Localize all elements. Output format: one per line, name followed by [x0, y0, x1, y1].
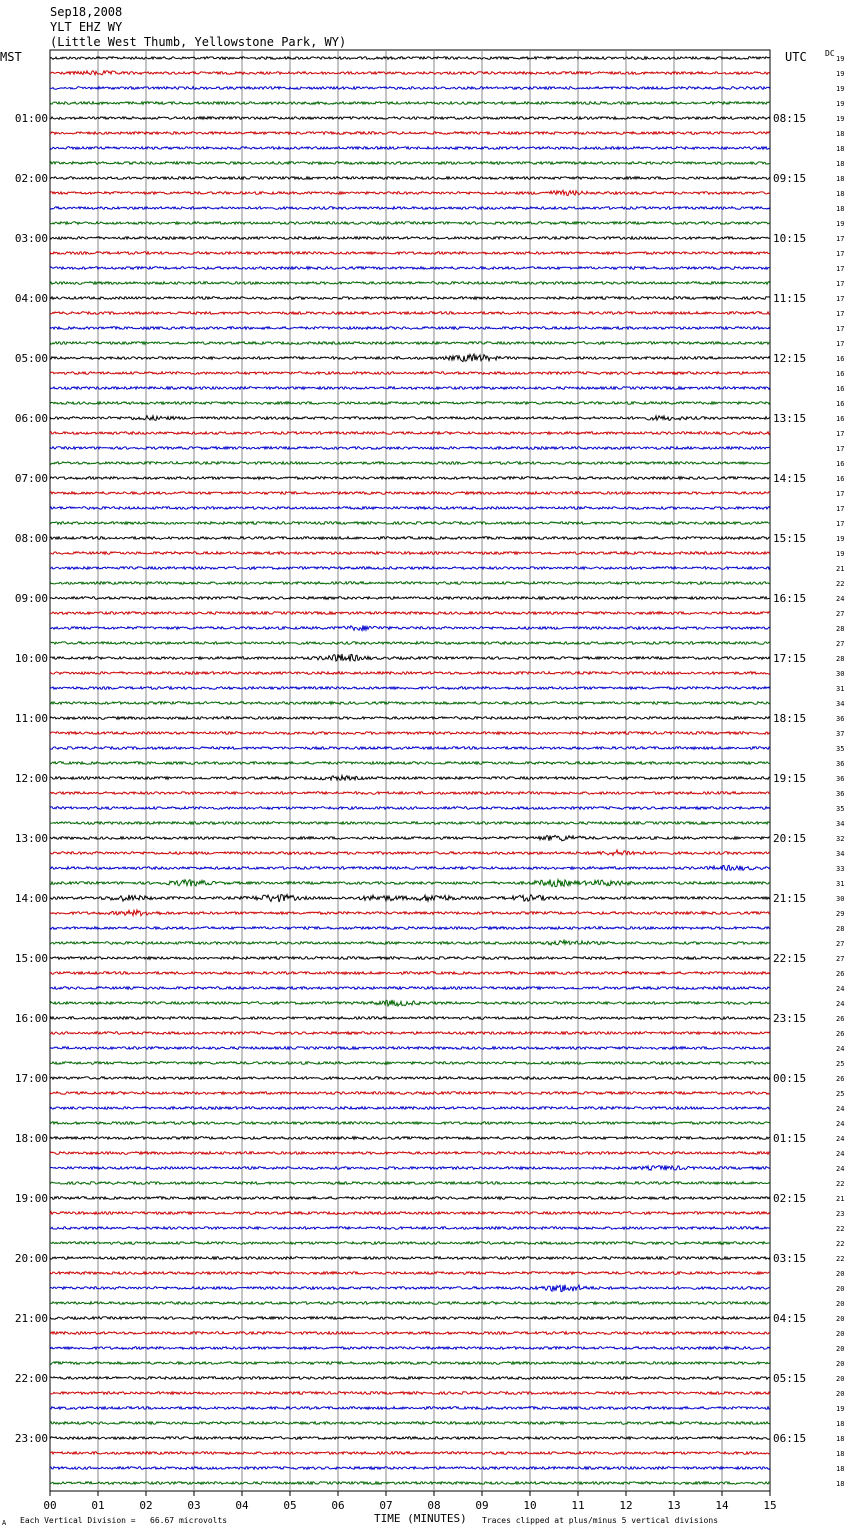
location-label: (Little West Thumb, Yellowstone Park, WY)	[50, 35, 347, 49]
x-tick-label-02: 02	[139, 1499, 153, 1512]
seismic-trace-39	[50, 642, 770, 645]
dc-offset-label: 27	[836, 940, 845, 948]
seismic-trace-31	[50, 522, 770, 525]
dc-offset-label: 22	[836, 1240, 845, 1248]
left-hour-label: 09:00	[14, 592, 48, 605]
seismic-trace-86	[50, 1347, 770, 1350]
dc-offset-label: 17	[836, 430, 845, 438]
seismic-trace-26	[50, 447, 770, 450]
left-hour-label: 21:00	[14, 1312, 48, 1325]
seismic-trace-41	[50, 672, 770, 675]
seismic-trace-52	[50, 835, 770, 841]
dc-offset-label: 20	[836, 1375, 845, 1383]
dc-offset-label: 24	[836, 1150, 845, 1158]
dc-offset-label: 17	[836, 505, 845, 513]
left-timezone-label: MST	[0, 50, 22, 64]
seismic-trace-12	[50, 237, 770, 240]
right-hour-label: 15:15	[773, 532, 807, 545]
seismic-trace-91	[50, 1422, 770, 1425]
dc-offset-label: 33	[836, 865, 845, 873]
left-hour-label: 02:00	[14, 172, 48, 185]
dc-offset-label: 16	[836, 370, 845, 378]
x-tick-label-14: 14	[715, 1499, 729, 1512]
left-hour-labels	[15, 112, 48, 1445]
seismic-trace-77	[50, 1212, 770, 1215]
right-hour-label: 08:15	[773, 112, 807, 125]
seismic-trace-90	[50, 1407, 770, 1410]
x-tick-label-08: 08	[427, 1499, 441, 1512]
scale-note: Each Vertical Division = 66.67 microvolts	[20, 1516, 228, 1525]
seismic-trace-5	[50, 132, 770, 135]
dc-offset-label: 17	[836, 490, 845, 498]
dc-offset-label: 25	[836, 1060, 845, 1068]
right-hour-label: 05:15	[773, 1372, 807, 1385]
dc-offset-label: 18	[836, 190, 845, 198]
left-hour-label: 13:00	[14, 832, 48, 845]
trace-group	[50, 57, 770, 1485]
dc-offset-label: 20	[836, 1285, 845, 1293]
dc-offset-label: 18	[836, 160, 845, 168]
left-hour-label: 12:00	[14, 772, 48, 785]
right-hour-label: 02:15	[773, 1192, 807, 1205]
seismic-trace-94	[50, 1467, 770, 1470]
dc-offset-label: 22	[836, 1255, 845, 1263]
seismic-trace-44	[50, 717, 770, 720]
x-tick-label-07: 07	[379, 1499, 393, 1512]
dc-offset-label: 22	[836, 580, 845, 588]
seismic-trace-53	[50, 850, 770, 855]
seismic-trace-74	[50, 1165, 770, 1170]
x-tick-label-01: 01	[91, 1499, 105, 1512]
clip-note: Traces clipped at plus/minus 5 vertical divisions	[482, 1516, 719, 1525]
seismic-trace-49	[50, 792, 770, 795]
dc-offset-label: 24	[836, 985, 845, 993]
seismic-trace-8	[50, 177, 770, 180]
right-hour-label: 23:15	[773, 1012, 807, 1025]
left-hour-label: 04:00	[14, 292, 48, 305]
corner-mark: A	[2, 1519, 7, 1527]
left-hour-label: 11:00	[14, 712, 48, 725]
seismic-trace-81	[50, 1272, 770, 1275]
right-hour-label: 01:15	[773, 1132, 807, 1145]
dc-offset-label: 18	[836, 1435, 845, 1443]
dc-offset-label: 20	[836, 1270, 845, 1278]
seismic-trace-34	[50, 567, 770, 570]
seismic-trace-45	[50, 732, 770, 735]
seismic-trace-60	[50, 957, 770, 960]
seismic-trace-68	[50, 1077, 770, 1080]
seismic-trace-2	[50, 87, 770, 90]
dc-offset-label: 26	[836, 970, 845, 978]
right-hour-label: 14:15	[773, 472, 807, 485]
seismic-trace-75	[50, 1182, 770, 1185]
seismic-trace-40	[50, 654, 770, 662]
dc-offset-label: 16	[836, 415, 845, 423]
dc-offset-label: 28	[836, 925, 845, 933]
seismic-trace-22	[50, 387, 770, 390]
dc-offset-label: 34	[836, 700, 845, 708]
dc-offset-label: 17	[836, 235, 845, 243]
seismic-trace-95	[50, 1482, 770, 1485]
x-tick-label-13: 13	[667, 1499, 681, 1512]
left-hour-label: 23:00	[14, 1432, 48, 1445]
seismic-trace-57	[50, 910, 770, 916]
left-hour-label: 10:00	[14, 652, 48, 665]
dc-offset-label: 18	[836, 145, 845, 153]
dc-offset-label: 26	[836, 1030, 845, 1038]
seismic-trace-16	[50, 297, 770, 300]
dc-offset-label: 17	[836, 520, 845, 528]
seismic-trace-20	[50, 354, 770, 362]
seismic-trace-63	[50, 1000, 770, 1006]
dc-offset-label: 19	[836, 85, 845, 93]
dc-offset-label: 18	[836, 175, 845, 183]
seismic-trace-71	[50, 1122, 770, 1125]
dc-offset-label: 17	[836, 325, 845, 333]
seismic-trace-51	[50, 822, 770, 825]
seismic-trace-30	[50, 507, 770, 510]
dc-offset-label: 20	[836, 1330, 845, 1338]
seismic-trace-85	[50, 1332, 770, 1335]
seismic-trace-0	[50, 57, 770, 60]
seismic-trace-93	[50, 1452, 770, 1455]
seismic-trace-87	[50, 1362, 770, 1365]
dc-offset-label: 34	[836, 850, 845, 858]
seismic-trace-25	[50, 432, 770, 435]
right-hour-label: 11:15	[773, 292, 807, 305]
left-hour-label: 03:00	[14, 232, 48, 245]
dc-offset-label: 19	[836, 550, 845, 558]
dc-offset-label: 16	[836, 400, 845, 408]
dc-offset-label: 17	[836, 340, 845, 348]
seismic-trace-38	[50, 625, 770, 630]
dc-offset-labels	[836, 55, 844, 1488]
x-tick-label-15: 15	[763, 1499, 777, 1512]
left-hour-label: 01:00	[14, 112, 48, 125]
dc-offset-label: 18	[836, 1420, 845, 1428]
seismic-trace-78	[50, 1227, 770, 1230]
dc-offset-label: 32	[836, 835, 845, 843]
dc-offset-label: 18	[836, 205, 845, 213]
seismic-trace-50	[50, 807, 770, 810]
seismic-trace-62	[50, 987, 770, 990]
dc-offset-label: 24	[836, 1120, 845, 1128]
x-tick-label-06: 06	[331, 1499, 345, 1512]
dc-offset-label: 19	[836, 100, 845, 108]
seismic-trace-65	[50, 1032, 770, 1035]
dc-offset-label: 36	[836, 790, 845, 798]
dc-offset-label: 27	[836, 640, 845, 648]
right-hour-label: 20:15	[773, 832, 807, 845]
dc-offset-label: 19	[836, 115, 845, 123]
left-hour-label: 16:00	[14, 1012, 48, 1025]
dc-offset-label: 21	[836, 1195, 845, 1203]
dc-offset-label: 25	[836, 1090, 845, 1098]
seismic-trace-64	[50, 1017, 770, 1020]
dc-offset-label: 16	[836, 355, 845, 363]
seismic-trace-69	[50, 1092, 770, 1095]
right-hour-label: 21:15	[773, 892, 807, 905]
seismic-trace-29	[50, 492, 770, 495]
dc-offset-label: 19	[836, 1405, 845, 1413]
x-tick-label-05: 05	[283, 1499, 297, 1512]
x-tick-label-03: 03	[187, 1499, 201, 1512]
dc-offset-label: 18	[836, 130, 845, 138]
dc-offset-label: 19	[836, 70, 845, 78]
seismic-trace-14	[50, 267, 770, 270]
dc-offset-label: 28	[836, 625, 845, 633]
seismic-trace-7	[50, 162, 770, 165]
seismic-trace-3	[50, 102, 770, 105]
right-hour-label: 17:15	[773, 652, 807, 665]
right-hour-label: 13:15	[773, 412, 807, 425]
seismic-trace-76	[50, 1197, 770, 1200]
dc-offset-label: 24	[836, 1105, 845, 1113]
dc-offset-label: 36	[836, 715, 845, 723]
dc-offset-label: 30	[836, 670, 845, 678]
seismic-trace-83	[50, 1302, 770, 1305]
seismic-trace-54	[50, 865, 770, 870]
x-axis-title: TIME (MINUTES)	[374, 1512, 467, 1525]
dc-offset-label: 29	[836, 910, 845, 918]
seismic-trace-58	[50, 927, 770, 930]
seismic-trace-6	[50, 147, 770, 150]
x-tick-label-00: 00	[43, 1499, 57, 1512]
x-tick-label-04: 04	[235, 1499, 249, 1512]
dc-offset-label: 21	[836, 565, 845, 573]
left-hour-label: 15:00	[14, 952, 48, 965]
dc-label: DC	[825, 49, 835, 58]
dc-offset-label: 17	[836, 445, 845, 453]
dc-offset-label: 18	[836, 1480, 845, 1488]
seismic-trace-24	[50, 416, 770, 421]
seismic-trace-70	[50, 1107, 770, 1110]
right-hour-label: 03:15	[773, 1252, 807, 1265]
dc-offset-label: 23	[836, 1210, 845, 1218]
left-hour-label: 20:00	[14, 1252, 48, 1265]
seismic-trace-80	[50, 1257, 770, 1260]
seismic-trace-92	[50, 1437, 770, 1440]
dc-offset-label: 24	[836, 595, 845, 603]
seismic-trace-66	[50, 1047, 770, 1050]
plot-frame	[50, 50, 770, 1491]
seismic-trace-1	[50, 71, 770, 75]
dc-offset-label: 27	[836, 955, 845, 963]
seismic-trace-4	[50, 117, 770, 120]
dc-offset-label: 16	[836, 385, 845, 393]
x-tick-label-12: 12	[619, 1499, 633, 1512]
seismic-trace-79	[50, 1242, 770, 1245]
seismic-trace-48	[50, 776, 770, 781]
x-axis-ticks	[43, 1491, 776, 1512]
right-hour-label: 06:15	[773, 1432, 807, 1445]
dc-offset-label: 17	[836, 265, 845, 273]
x-tick-label-09: 09	[475, 1499, 489, 1512]
dc-offset-label: 31	[836, 880, 845, 888]
seismic-trace-11	[50, 222, 770, 225]
dc-offset-label: 20	[836, 1345, 845, 1353]
seismic-trace-13	[50, 252, 770, 255]
seismic-trace-21	[50, 372, 770, 375]
seismic-trace-73	[50, 1152, 770, 1155]
seismic-trace-59	[50, 940, 770, 945]
seismic-trace-67	[50, 1062, 770, 1065]
right-hour-label: 12:15	[773, 352, 807, 365]
dc-offset-label: 18	[836, 1465, 845, 1473]
dc-offset-label: 22	[836, 1180, 845, 1188]
seismic-trace-37	[50, 612, 770, 615]
dc-offset-label: 20	[836, 1360, 845, 1368]
right-hour-label: 04:15	[773, 1312, 807, 1325]
dc-offset-label: 17	[836, 295, 845, 303]
seismic-trace-17	[50, 312, 770, 315]
dc-offset-label: 35	[836, 745, 845, 753]
dc-offset-label: 20	[836, 1300, 845, 1308]
right-hour-labels	[773, 112, 806, 1445]
dc-offset-label: 28	[836, 655, 845, 663]
left-hour-label: 18:00	[14, 1132, 48, 1145]
dc-offset-label: 16	[836, 475, 845, 483]
seismic-trace-56	[50, 895, 770, 903]
seismic-trace-23	[50, 402, 770, 405]
dc-offset-label: 36	[836, 775, 845, 783]
right-hour-label: 22:15	[773, 952, 807, 965]
seismic-trace-35	[50, 582, 770, 585]
left-hour-label: 07:00	[14, 472, 48, 485]
dc-offset-label: 26	[836, 1075, 845, 1083]
seismic-trace-27	[50, 462, 770, 465]
right-hour-label: 09:15	[773, 172, 807, 185]
seismic-trace-47	[50, 762, 770, 765]
seismic-trace-43	[50, 702, 770, 705]
seismic-trace-33	[50, 552, 770, 555]
dc-offset-label: 17	[836, 310, 845, 318]
right-timezone-label: UTC	[785, 50, 807, 64]
dc-offset-label: 17	[836, 250, 845, 258]
dc-offset-label: 16	[836, 460, 845, 468]
dc-offset-label: 19	[836, 55, 845, 63]
seismic-trace-55	[50, 880, 770, 887]
dc-offset-label: 24	[836, 1165, 845, 1173]
dc-offset-label: 34	[836, 820, 845, 828]
seismic-trace-82	[50, 1285, 770, 1292]
right-hour-label: 18:15	[773, 712, 807, 725]
seismic-trace-19	[50, 342, 770, 345]
x-tick-label-10: 10	[523, 1499, 537, 1512]
dc-offset-label: 26	[836, 1015, 845, 1023]
dc-offset-label: 22	[836, 1225, 845, 1233]
dc-offset-label: 19	[836, 220, 845, 228]
seismic-trace-89	[50, 1392, 770, 1395]
left-hour-label: 17:00	[14, 1072, 48, 1085]
dc-offset-label: 19	[836, 535, 845, 543]
left-hour-label: 05:00	[14, 352, 48, 365]
x-tick-label-11: 11	[571, 1499, 585, 1512]
seismic-trace-46	[50, 747, 770, 750]
right-hour-label: 16:15	[773, 592, 807, 605]
station-label: YLT EHZ WY	[50, 20, 123, 34]
dc-offset-label: 18	[836, 1450, 845, 1458]
date-label: Sep18,2008	[50, 5, 123, 19]
dc-offset-label: 36	[836, 760, 845, 768]
dc-offset-label: 30	[836, 895, 845, 903]
seismic-trace-9	[50, 190, 770, 195]
seismic-trace-84	[50, 1317, 770, 1320]
plot-grid	[50, 50, 770, 1491]
dc-offset-label: 35	[836, 805, 845, 813]
left-hour-label: 08:00	[14, 532, 48, 545]
right-hour-label: 00:15	[773, 1072, 807, 1085]
left-hour-label: 06:00	[14, 412, 48, 425]
dc-offset-label: 24	[836, 1135, 845, 1143]
seismic-trace-36	[50, 597, 770, 600]
dc-offset-label: 24	[836, 1045, 845, 1053]
dc-offset-label: 17	[836, 280, 845, 288]
dc-offset-label: 31	[836, 685, 845, 693]
seismic-trace-10	[50, 207, 770, 210]
seismic-trace-15	[50, 282, 770, 285]
seismic-trace-32	[50, 537, 770, 540]
seismic-trace-18	[50, 327, 770, 330]
dc-offset-label: 20	[836, 1315, 845, 1323]
seismic-trace-28	[50, 477, 770, 480]
dc-offset-label: 20	[836, 1390, 845, 1398]
dc-offset-label: 27	[836, 610, 845, 618]
left-hour-label: 14:00	[14, 892, 48, 905]
dc-offset-label: 37	[836, 730, 845, 738]
right-hour-label: 10:15	[773, 232, 807, 245]
seismic-trace-61	[50, 972, 770, 975]
dc-offset-label: 24	[836, 1000, 845, 1008]
left-hour-label: 19:00	[14, 1192, 48, 1205]
seismic-trace-88	[50, 1377, 770, 1380]
seismic-trace-42	[50, 687, 770, 690]
right-hour-label: 19:15	[773, 772, 807, 785]
seismic-trace-72	[50, 1137, 770, 1140]
left-hour-label: 22:00	[14, 1372, 48, 1385]
